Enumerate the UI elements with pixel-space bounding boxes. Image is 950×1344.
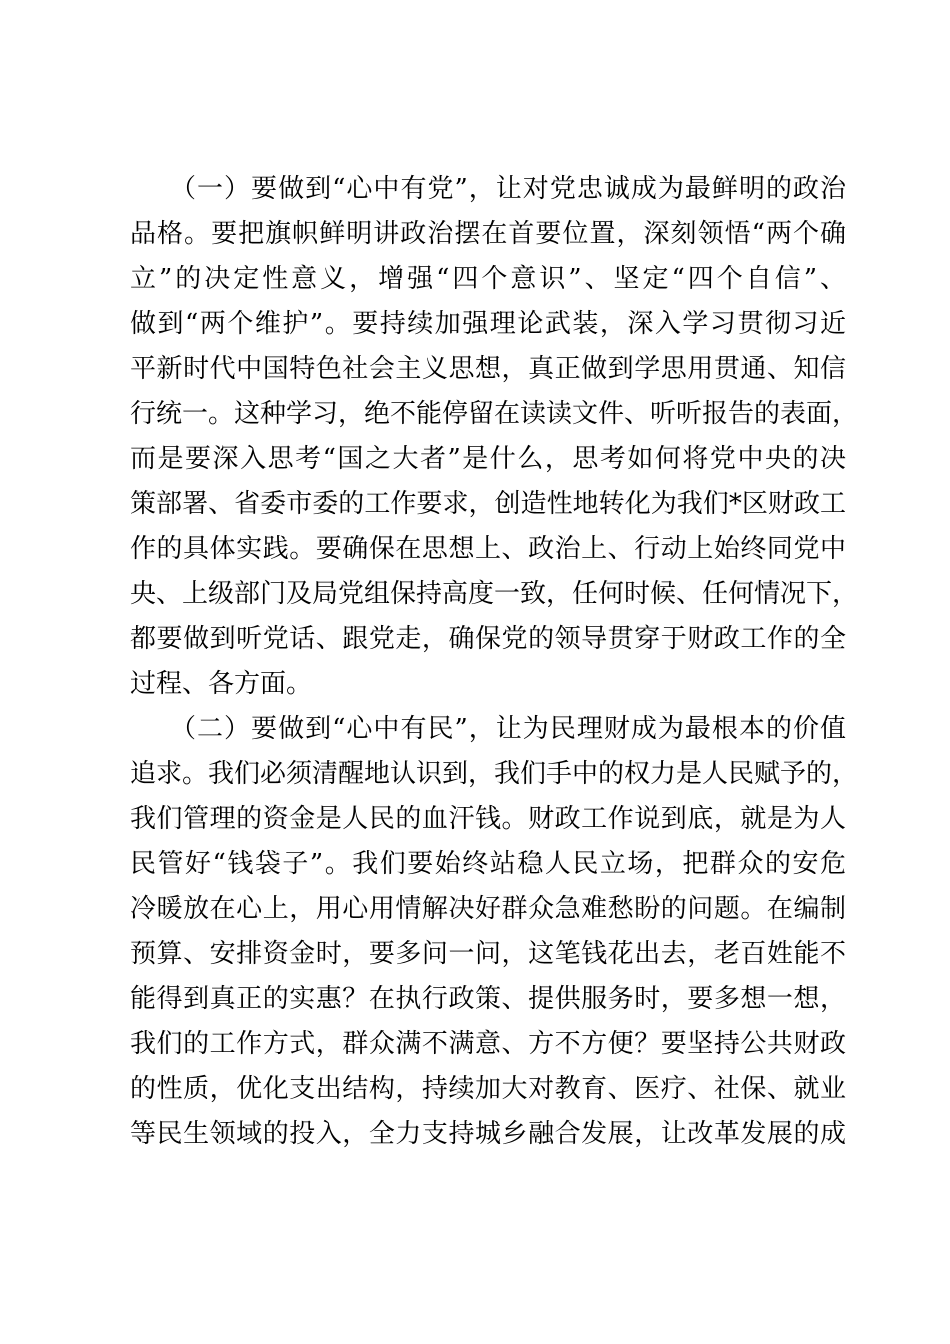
text-line: 品格。要把旗帜鲜明讲政治摆在首要位置，深刻领悟“两个确	[130, 219, 846, 249]
text-line: 能得到真正的实惠？在执行政策、提供服务时，要多想一想，	[130, 984, 846, 1014]
text-line: 行统一。这种学习，绝不能停留在读读文件、听听报告的表面，	[130, 399, 859, 429]
text-line: 等民生领域的投入，全力支持城乡融合发展，让改革发展的成	[130, 1119, 846, 1149]
text-line: 立”的决定性意义，增强“四个意识”、坚定“四个自信”、	[130, 264, 846, 294]
text-line: （一）要做到“心中有党”，让对党忠诚成为最鲜明的政治	[170, 174, 846, 204]
text-line: 做到“两个维护”。要持续加强理论武装，深入学习贯彻习近	[130, 309, 846, 339]
text-line: 而是要深入思考“国之大者”是什么，思考如何将党中央的决	[130, 444, 846, 474]
text-line: 都要做到听党话、跟党走，确保党的领导贯穿于财政工作的全	[130, 624, 846, 654]
text-line: 策部署、省委市委的工作要求，创造性地转化为我们*区财政工	[130, 489, 846, 519]
document-body	[130, 167, 859, 1157]
text-line: 央、上级部门及局党组保持高度一致，任何时候、任何情况下，	[130, 579, 859, 609]
paragraph-heart-party	[130, 167, 859, 707]
text-line: 民管好“钱袋子”。我们要始终站稳人民立场，把群众的安危	[130, 849, 846, 879]
text-line: （二）要做到“心中有民”，让为民理财成为最根本的价值	[170, 714, 846, 744]
text-line: 预算、安排资金时，要多问一问，这笔钱花出去，老百姓能不	[130, 939, 846, 969]
text-line: 平新时代中国特色社会主义思想，真正做到学思用贯通、知信	[130, 354, 846, 384]
text-line: 我们管理的资金是人民的血汗钱。财政工作说到底，就是为人	[130, 804, 846, 834]
text-line: 冷暖放在心上，用心用情解决好群众急难愁盼的问题。在编制	[130, 894, 846, 924]
text-line: 追求。我们必须清醒地认识到，我们手中的权力是人民赋予的，	[130, 759, 859, 789]
text-line: 我们的工作方式，群众满不满意、方不方便？要坚持公共财政	[130, 1029, 846, 1059]
paragraph-heart-people	[130, 707, 859, 1157]
text-line: 作的具体实践。要确保在思想上、政治上、行动上始终同党中	[130, 534, 846, 564]
text-line: 过程、各方面。	[130, 669, 313, 699]
text-line: 的性质，优化支出结构，持续加大对教育、医疗、社保、就业	[130, 1074, 846, 1104]
